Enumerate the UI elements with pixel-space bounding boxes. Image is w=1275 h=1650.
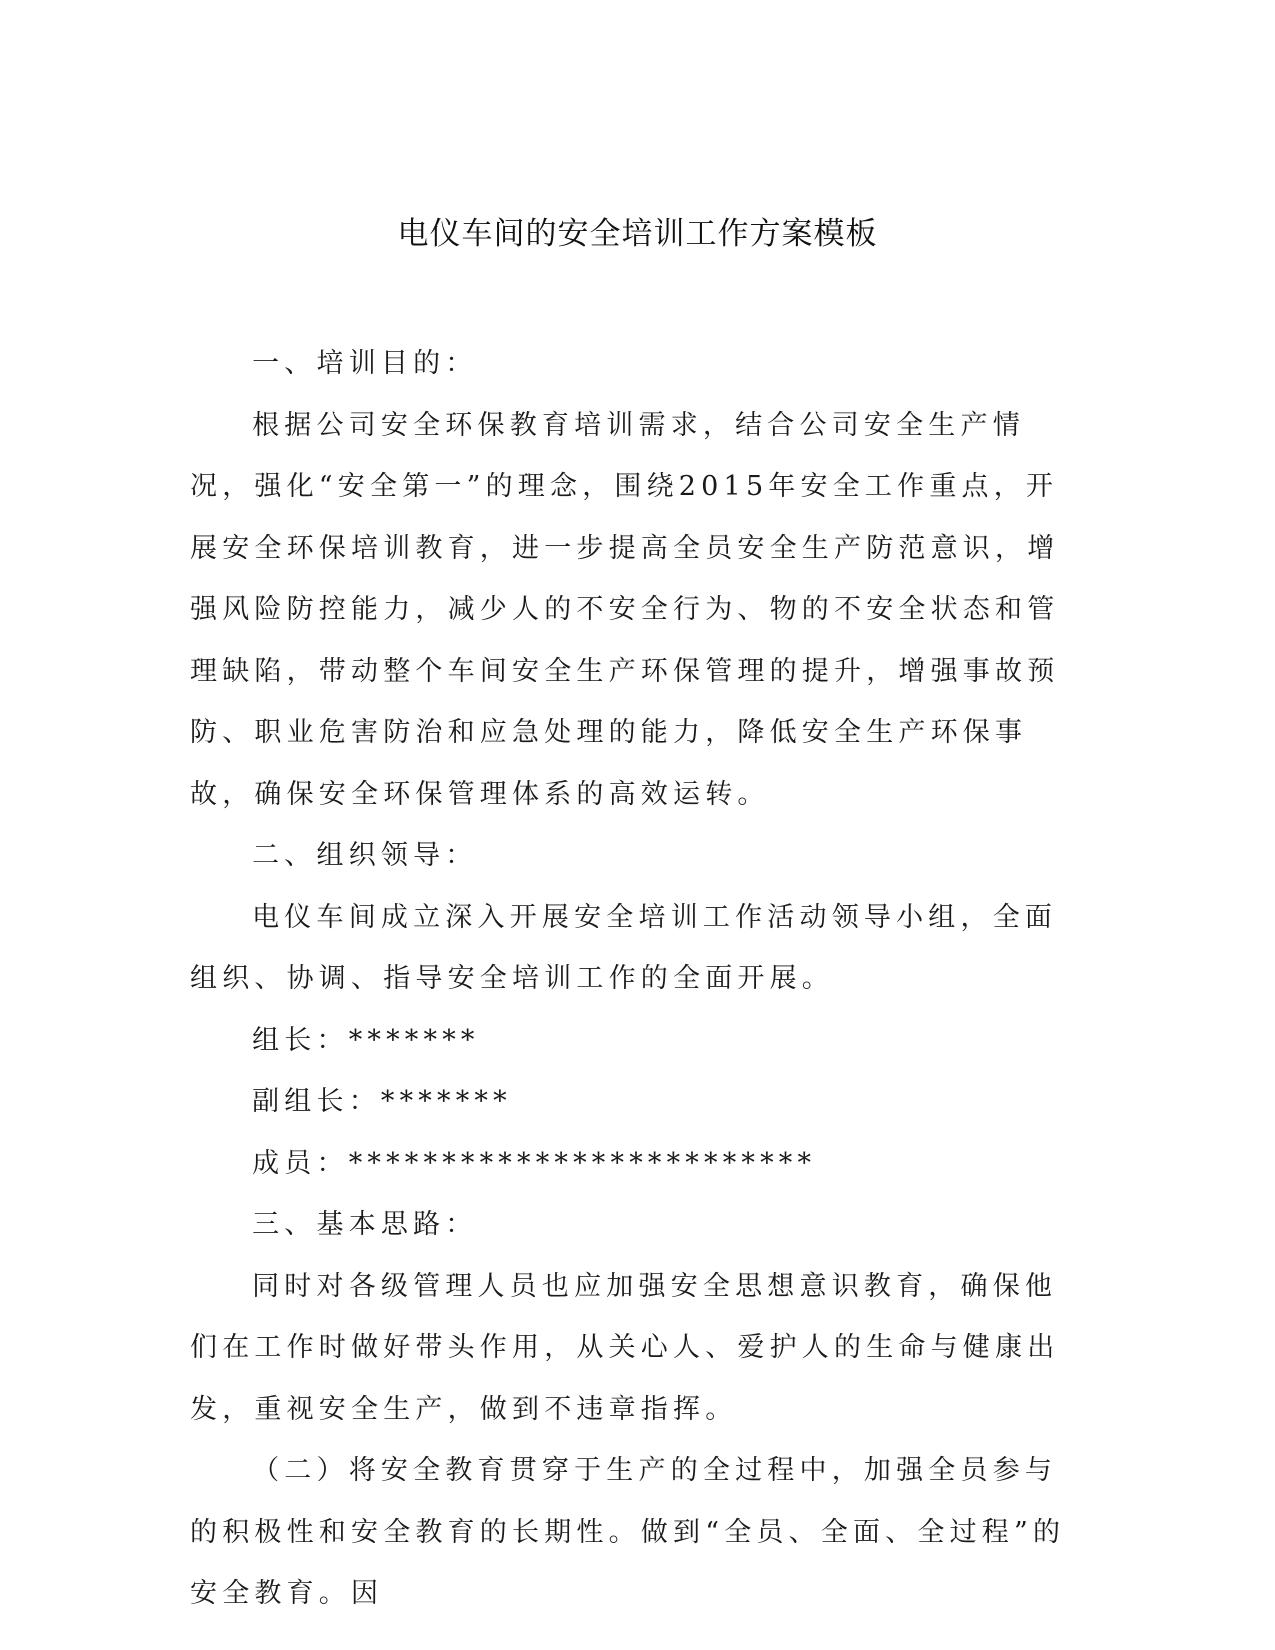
section-heading-leadership: 二、组织领导： bbox=[252, 840, 478, 871]
paragraph-subsection-two: （二）将安全教育贯穿于生产的全过程中，加强全员参与的积极性和安全教育的长期性。做到“全员、全面、全过程”的安全教育。因 bbox=[190, 1455, 1066, 1609]
paragraph-leadership: 电仪车间成立深入开展安全培训工作活动领导小组，全面组织、协调、指导安全培训工作的全面开展。 bbox=[190, 901, 1058, 994]
paragraph-approach: 同时对各级管理人员也应加强安全思想意识教育，确保他们在工作时做好带头作用，从关心人、爱护人的生命与健康出发，重视安全生产，做到不违章指挥。 bbox=[190, 1270, 1060, 1425]
members-line: 成员：************************* bbox=[252, 1147, 817, 1179]
document-body bbox=[190, 333, 1066, 1625]
section-heading-purpose: 一、培训目的： bbox=[252, 348, 478, 379]
paragraph-purpose: 根据公司安全环保教育培训需求，结合公司安全生产情况，强化“安全第一”的理念，围绕2015年安全工作重点，开展安全环保培训教育，进一步提高全员安全生产防范意识，增强风险防控能力，减少人的不安全行为、物的不安全状态和管理缺陷，带动整个车间安全生产环保管理的提升，增强事故预防、职业危害防治和应急处理的能力，降低安全生产环保事故，确保安全环保管理体系的高效运转。 bbox=[190, 409, 1060, 810]
section-heading-approach: 三、基本思路： bbox=[252, 1209, 478, 1240]
group-leader-line: 组长：******* bbox=[252, 1024, 480, 1056]
document-title: 电仪车间的安全培训工作方案模板 bbox=[397, 216, 878, 252]
deputy-leader-line: 副组长：******* bbox=[252, 1086, 512, 1117]
